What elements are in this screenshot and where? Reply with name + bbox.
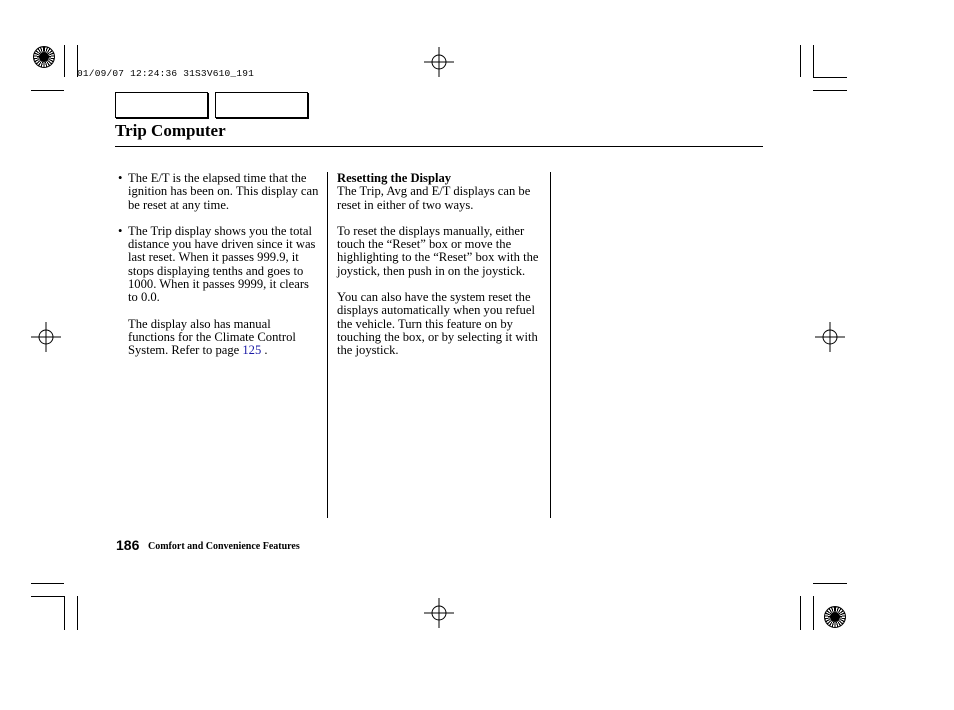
chapter-footer-title: Comfort and Convenience Features bbox=[148, 541, 300, 552]
bullet-icon: • bbox=[118, 223, 123, 238]
chapter-tab-box-1 bbox=[115, 92, 208, 118]
list-item bbox=[118, 225, 320, 305]
crosshair-right-icon bbox=[815, 322, 845, 352]
chapter-tab-box-2 bbox=[215, 92, 308, 118]
left-column bbox=[118, 172, 320, 371]
middle-column bbox=[337, 172, 545, 371]
title-rule bbox=[115, 146, 763, 147]
manual-functions-end: . bbox=[261, 343, 268, 358]
reset-intro-text: The Trip, Avg and E/T displays can be reset in either of two ways. bbox=[337, 184, 531, 212]
bullet-icon: • bbox=[118, 171, 123, 185]
page-title: Trip Computer bbox=[115, 121, 226, 140]
section-subheading: Resetting the Display bbox=[337, 171, 452, 185]
auto-reset-paragraph: You can also have the system reset the displays automatically when you refuel the vehicle. Turn this feature on by touching the box, or by selecting it with the joystick. bbox=[337, 290, 538, 358]
reset-intro-paragraph bbox=[337, 172, 545, 212]
crosshair-left-icon bbox=[31, 322, 61, 352]
column-divider-2 bbox=[550, 172, 551, 518]
manual-reset-paragraph: To reset the displays manually, either touch the “Reset” box or move the highlighting to the “Reset” box with the joystick, then push in on the joystick. bbox=[337, 223, 539, 278]
page-number: 186 bbox=[116, 537, 140, 553]
registration-mark-bottom-right-icon bbox=[824, 606, 846, 628]
crosshair-top-icon bbox=[424, 47, 454, 77]
trip-description: The Trip display shows you the total distance you have driven since it was last reset. When it passes 999.9, it stops displaying tenths and goes to 1000. When it passes 9999, it clears to 0.0. bbox=[128, 223, 316, 305]
et-description: The E/T is the elapsed time that the ignition has been on. This display can be reset at any time. bbox=[128, 171, 319, 212]
manual-functions-paragraph bbox=[118, 318, 320, 358]
manual-functions-text: The display also has manual functions for the Climate Control System. Refer to page bbox=[128, 316, 296, 358]
page-reference-link[interactable]: 125 bbox=[242, 343, 262, 358]
print-stamp: 01/09/07 12:24:36 31S3V610_191 bbox=[77, 68, 255, 79]
crosshair-bottom-icon bbox=[424, 598, 454, 628]
column-divider-1 bbox=[327, 172, 328, 518]
list-item bbox=[118, 172, 320, 212]
registration-mark-top-left-icon bbox=[33, 46, 55, 68]
